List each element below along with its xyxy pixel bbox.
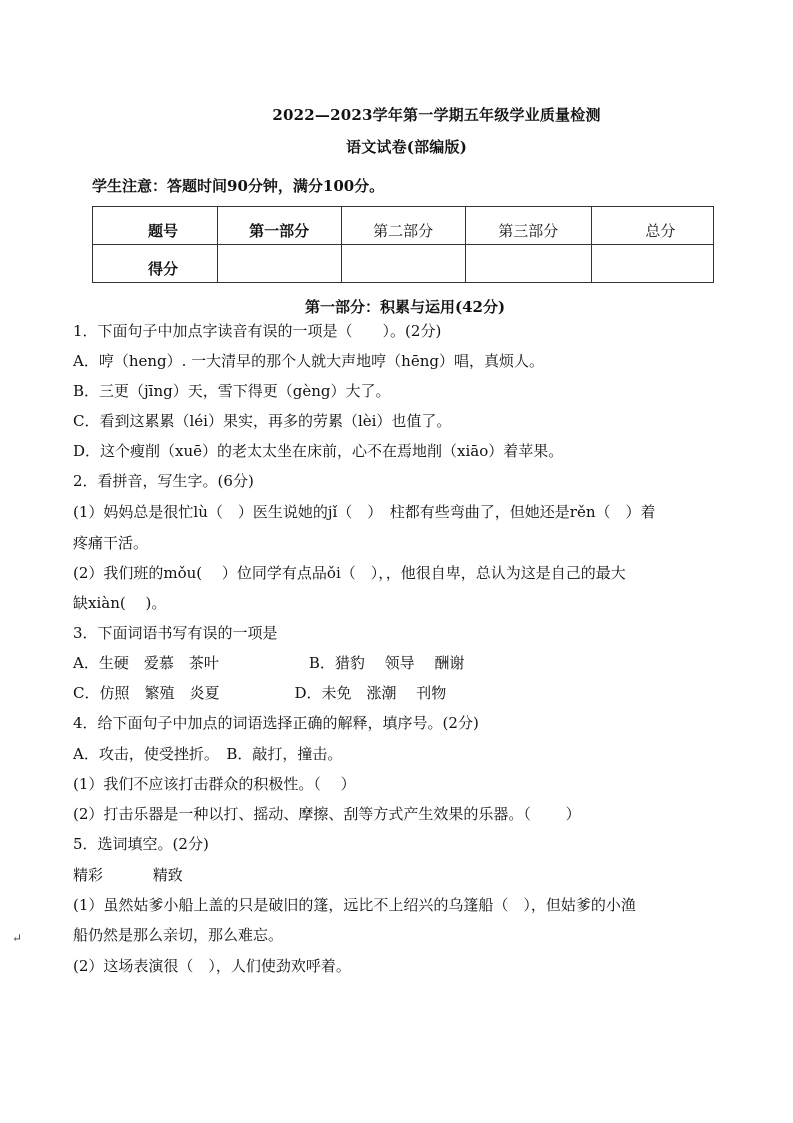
question-line: 4．给下面句子中加点的词语选择正确的解释，填序号。(2分)	[73, 714, 479, 732]
question-line: (1）我们不应该打击群众的积极性。（ ）	[73, 775, 356, 793]
paragraph-mark-icon: ↵	[12, 931, 23, 945]
header-cell-part-one: 第一部分	[217, 207, 341, 245]
question-line: 精彩 精致	[73, 866, 183, 884]
score-table-header-row	[93, 207, 714, 245]
exam-title: 2022—2023学年第一学期五年级学业质量检测	[272, 106, 601, 124]
header-cell-part-two: 第二部分	[341, 207, 465, 245]
question-line: 疼痛干活。	[73, 534, 149, 552]
student-notice: 学生注意：答题时间90分钟，满分100分。	[92, 177, 385, 195]
question-line: A．生硬 爱慕 茶叶 B．猎豹 领导 酬谢	[73, 654, 465, 672]
score-cell-part-two[interactable]	[341, 245, 465, 283]
question-line: 缺xiàn( )。	[73, 594, 167, 612]
question-line: 5．选词填空。(2分)	[73, 835, 209, 853]
score-cell-total[interactable]	[591, 245, 713, 283]
question-line: (1）妈妈总是很忙lù（ ）医生说她的jǐ（ ） 柱都有些弯曲了，但她还是rěn（ ）着	[73, 503, 656, 521]
header-cell-total: 总分	[591, 207, 713, 245]
question-line: (2）打击乐器是一种以打、摇动、摩擦、刮等方式产生效果的乐器。（ ）	[73, 805, 581, 823]
header-cell-question-number: 题号	[93, 207, 218, 245]
question-line: 3．下面词语书写有误的一项是	[73, 624, 278, 642]
question-line: A．攻击，使受挫折。 B．敲打，撞击。	[73, 745, 343, 763]
score-table	[92, 206, 714, 283]
question-line: (1）虽然姑爹小船上盖的只是破旧的篷，远比不上绍兴的乌篷船（ ），但姑爹的小渔	[73, 896, 636, 914]
section-title: 第一部分：积累与运用(42分)	[305, 298, 506, 316]
question-line: 船仍然是那么亲切，那么难忘。	[73, 926, 284, 944]
question-line: C．仿照 繁殖 炎夏 D．未免 涨潮 刊物	[73, 684, 447, 702]
exam-subtitle: 语文试卷(部编版)	[346, 138, 467, 156]
question-line: (2）我们班的mǒu( ）位同学有点品ǒi（ ），，他很自卑，总认为这是自己的最大	[73, 564, 626, 582]
question-line: (2）这场表演很（ ），人们使劲欢呼着。	[73, 957, 351, 975]
question-line: A．哼（heng）. 一大清早的那个人就大声地哼（hēng）唱，真烦人。	[73, 352, 544, 370]
score-row-label: 得分	[93, 245, 218, 283]
question-line: B．三更（jīng）天，雪下得更（gèng）大了。	[73, 382, 391, 400]
score-table-score-row	[93, 245, 714, 283]
question-line: 1．下面句子中加点字读音有误的一项是（ ）。(2分)	[73, 322, 442, 340]
question-line: C．看到这累累（léi）果实，再多的劳累（lèi）也值了。	[73, 412, 452, 430]
header-cell-part-three: 第三部分	[465, 207, 591, 245]
score-cell-part-one[interactable]	[217, 245, 341, 283]
question-line: D．这个瘦削（xuē）的老太太坐在床前，心不在焉地削（xiāo）着苹果。	[73, 442, 564, 460]
question-line: 2．看拼音，写生字。(6分)	[73, 472, 254, 490]
score-cell-part-three[interactable]	[465, 245, 591, 283]
